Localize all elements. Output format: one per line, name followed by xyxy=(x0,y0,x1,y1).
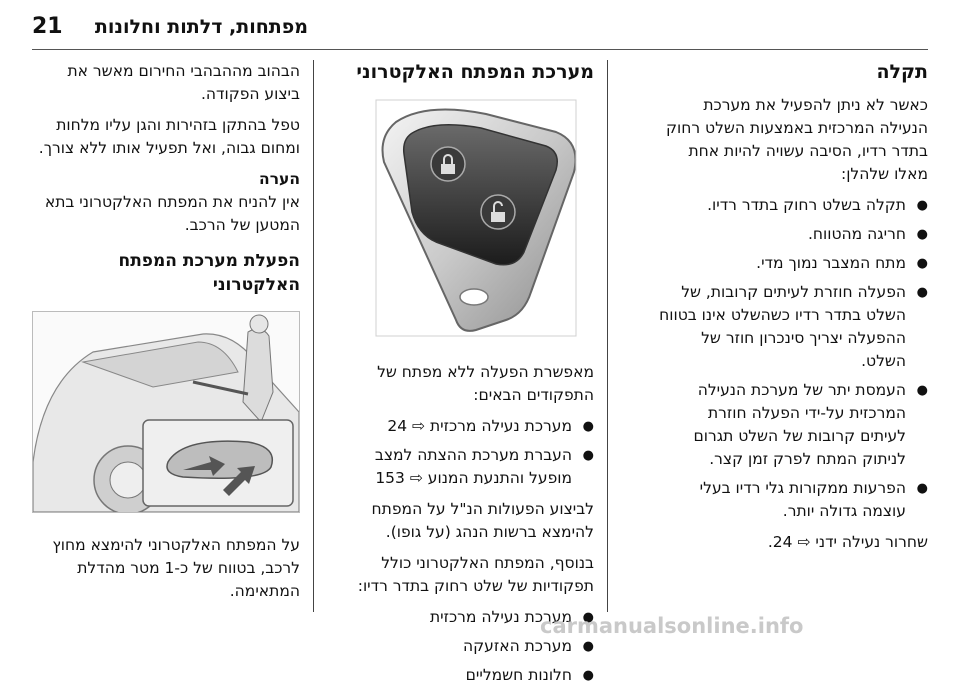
page-number: 21 xyxy=(32,14,63,39)
list-item: ● מערכת נעילה מרכזית ⇨ 24 xyxy=(356,415,594,438)
electronic-key-image xyxy=(356,92,594,342)
list-item: ● הפעלה חוזרת לעיתים קרובות, של השלט בתדר רדיו כשהשלט אינו בטווח ההפעלה יצריך סינכרון חוזר של השלט. xyxy=(658,281,928,373)
watermark: carmanualsonline.info xyxy=(540,614,804,638)
column-divider xyxy=(313,60,314,612)
column-divider xyxy=(607,60,608,612)
chapter-title: מפתחות, דלתות וחלונות xyxy=(94,16,308,38)
list-item: ● חריגה מהטווח. xyxy=(658,223,928,246)
fault-intro: כאשר לא ניתן להפעיל את מערכת הנעילה המרכזית באמצעות השלט רחוק בתדר רדיו, הסיבה עשויה להיות אחת מאלו שלהלן: xyxy=(666,96,928,183)
car-door-handle-image xyxy=(32,311,300,513)
section-title-electronic-key: מערכת המפתח האלקטרוני xyxy=(356,61,594,83)
header-rule xyxy=(32,49,928,50)
page-ref-icon: ⇨ xyxy=(409,469,423,487)
key-features-list xyxy=(356,415,594,490)
list-item: ● העמסת יתר של מערכת הנעילה המרכזית על-ידי הפעלה חוזרת לעיתים קרובות של השלט תגרום לניתוק המתח לפרק זמן קצר. xyxy=(658,379,928,471)
handling-warning: טפל בהתקן בזהירות והגן עליו מלחות ומחום גבוה, ואל תפעיל אותו ללא צורך. xyxy=(38,116,300,157)
manual-unlock-text: שחרור נעילה ידני xyxy=(815,533,928,551)
fault-list xyxy=(658,194,928,523)
list-item: ● תקלה בשלט רחוק בתדר רדיו. xyxy=(658,194,928,217)
page-ref-number: 24 xyxy=(772,533,793,551)
column-operation xyxy=(34,60,300,611)
key-features-intro: מאפשרת הפעלה ללא מפתח של התפקודים הבאים: xyxy=(377,363,594,404)
list-item: ● חלונות חשמליים xyxy=(356,664,594,687)
list-item: ● העברת מערכת ההצתה למצב מופעל והתנעת המנוע ⇨ 153 xyxy=(356,444,594,490)
note-text: אין להניח את המפתח האלקטרוני בתא המטען של הרכב. xyxy=(44,193,300,234)
list-item: ● מערכת האזעקה xyxy=(356,635,594,658)
page-ref-icon: ⇨ xyxy=(412,417,426,435)
section-title-fault: תקלה xyxy=(876,61,928,83)
list-item: ● הפרעות ממקורות גלי רדיו בעלי עוצמה גדולה יותר. xyxy=(658,477,928,523)
note-title: הערה xyxy=(259,170,300,188)
hazard-flash-text: הבהוב מההבהבי החירום מאשר את ביצוע הפקודה. xyxy=(67,62,300,103)
page-ref-icon: ⇨ xyxy=(797,533,811,551)
section-title-operation: הפעלת מערכת המפתח האלקטרוני xyxy=(118,251,300,295)
column-electronic-key xyxy=(356,60,594,695)
column-fault xyxy=(658,60,928,562)
list-item: ● מערכת נעילה מרכזית xyxy=(356,606,594,629)
key-remote-intro: בנוסף, המפתח האלקטרוני כולל תפקודיות של שלט רחוק בתדר רדיו: xyxy=(357,554,594,595)
page-header xyxy=(0,0,960,52)
key-carry-note: לביצוע הפעולות הנ"ל על המפתח להימצא ברשות הנהג (על גופו). xyxy=(371,500,594,541)
manual-unlock-ref: שחרור נעילה ידני ⇨ 24. xyxy=(767,533,928,551)
operation-range-text: על המפתח האלקטרוני להימצא מחוץ לרכב, בטווח של כ-1 מטר מהדלת המתאימה. xyxy=(52,536,300,600)
list-item: ● מתח המצבר נמוך מדי. xyxy=(658,252,928,275)
